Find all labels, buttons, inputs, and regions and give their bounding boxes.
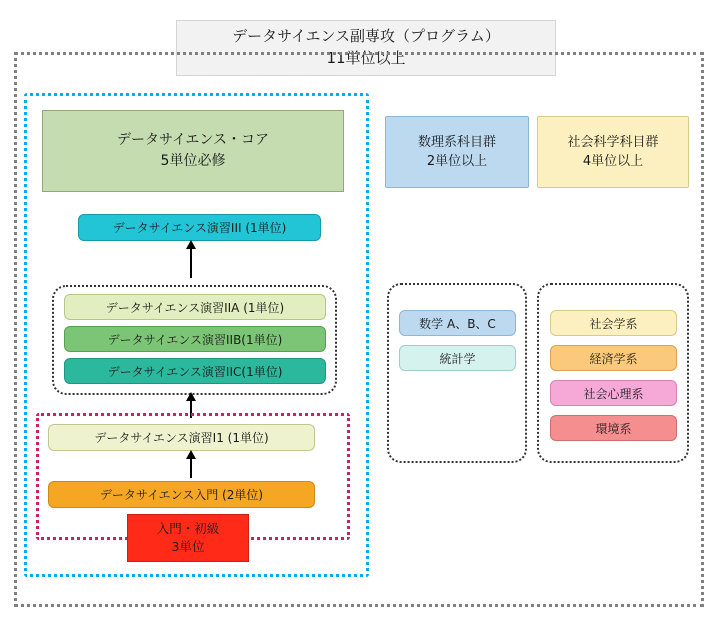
- seminar-2c-box: データサイエンス演習IIC(1単位): [64, 358, 326, 384]
- arrow-intro-to-seminar1: [190, 458, 192, 478]
- social-header-line2: 4単位以上: [582, 154, 644, 169]
- program-title-line1: データサイエンス副専攻（プログラム）: [232, 27, 500, 46]
- math-subject-item: 数学 A、B、C: [399, 310, 516, 336]
- beginner-label-line1: 入門・初級: [156, 520, 220, 536]
- seminar-1-box: データサイエンス演習I1 (1単位): [48, 424, 315, 451]
- seminar-2a-box: データサイエンス演習IIA (1単位): [64, 294, 326, 320]
- social-subject-item: 環境系: [550, 415, 677, 441]
- core-label-line2: 5単位必修: [160, 153, 226, 169]
- math-header-line1: 数理系科目群: [417, 134, 496, 150]
- social-subject-item: 経済学系: [550, 345, 677, 371]
- data-science-core-box: [42, 110, 344, 192]
- social-subject-item: 社会心理系: [550, 380, 677, 406]
- social-category-header: [537, 116, 689, 188]
- math-category-header: [385, 116, 529, 188]
- social-header-line1: 社会科学科目群: [567, 134, 659, 150]
- seminar-2b-box: データサイエンス演習IIB(1単位): [64, 326, 326, 352]
- math-header-line2: 2単位以上: [426, 154, 488, 169]
- seminar-3-box: データサイエンス演習III (1単位): [78, 214, 321, 241]
- beginner-label-line2: 3単位: [171, 539, 205, 554]
- arrow-group2-to-seminar3: [190, 248, 192, 278]
- social-subject-item: 社会学系: [550, 310, 677, 336]
- beginner-level-box: [127, 514, 249, 562]
- math-subject-item: 統計学: [399, 345, 516, 371]
- core-label-line1: データサイエンス・コア: [116, 132, 270, 148]
- intro-course-box: データサイエンス入門 (2単位): [48, 481, 315, 508]
- program-title-line2: 11単位以上: [326, 49, 406, 67]
